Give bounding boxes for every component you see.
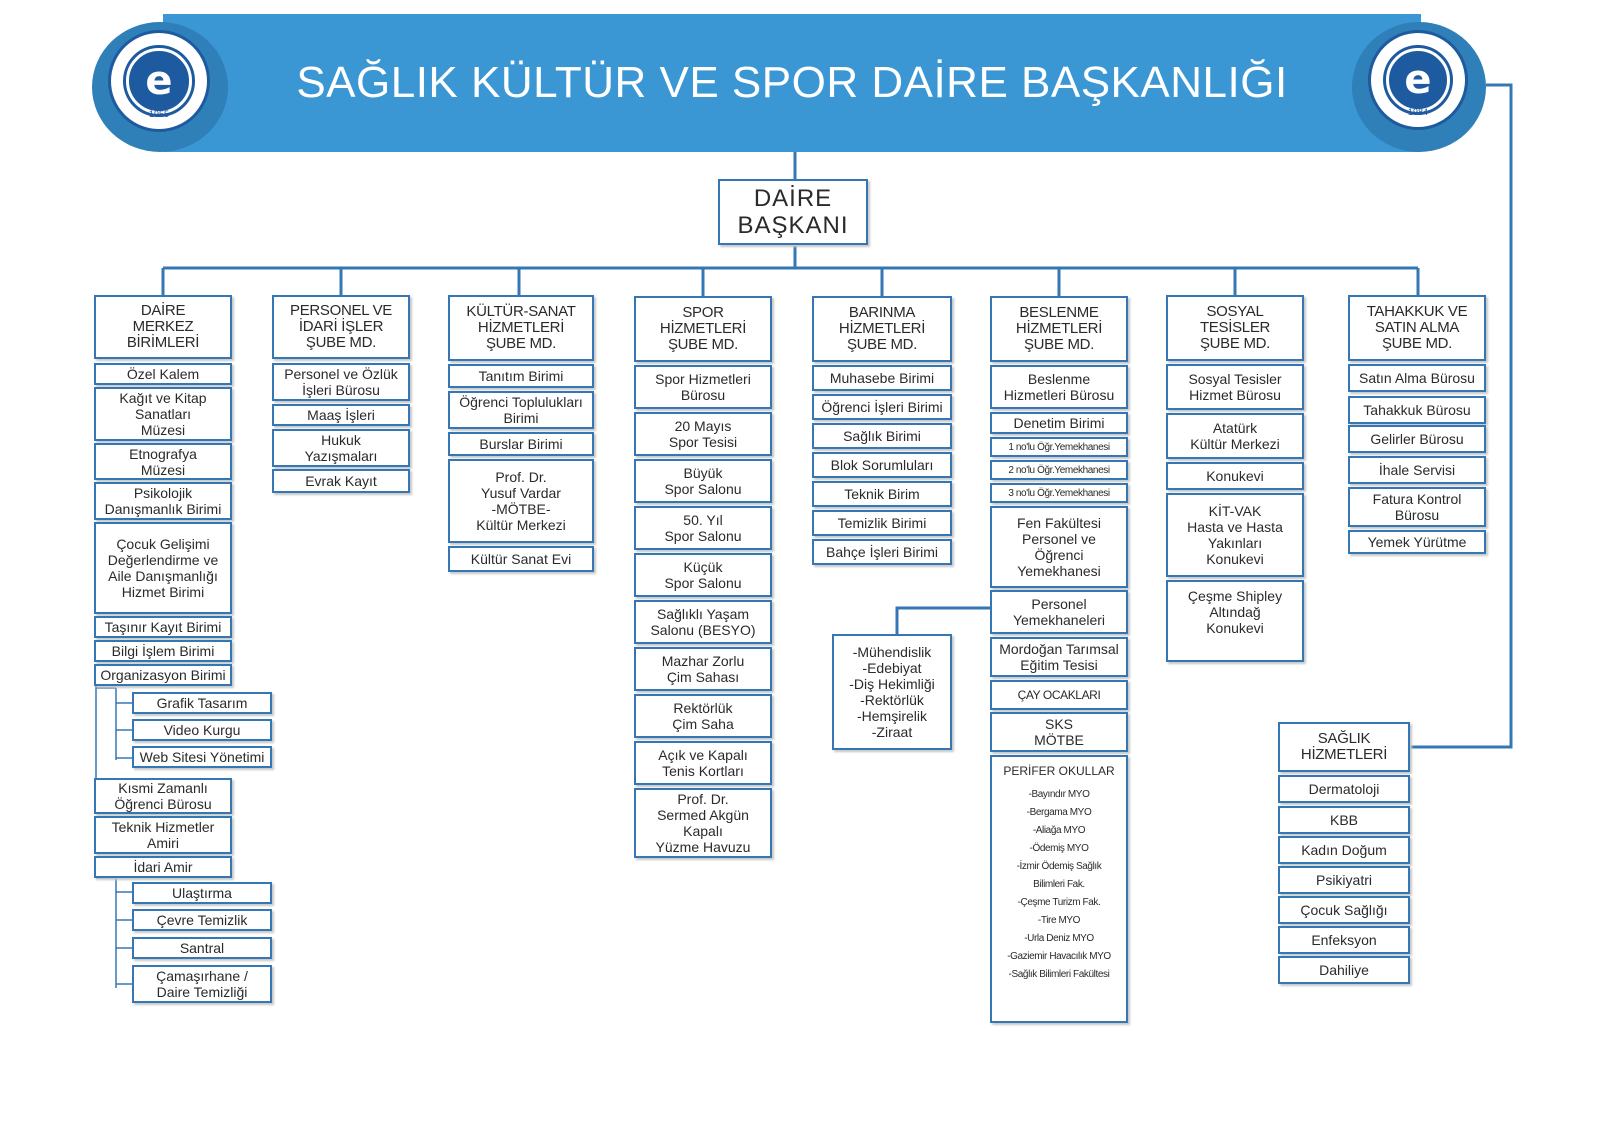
perifer-item: -Bergama MYO	[1026, 807, 1092, 818]
subunit-grafik-tasarim: Grafik Tasarım	[132, 692, 272, 714]
unit-yemekhane-3: 3 no'lu Öğr.Yemekhanesi	[990, 483, 1128, 503]
beslenme-hizmetleri-header: BESLENME HİZMETLERİ ŞUBE MD.	[990, 296, 1128, 362]
spor-hizmetleri-header: SPOR HİZMETLERİ ŞUBE MD.	[634, 296, 772, 362]
subunit-ulastirma: Ulaştırma	[132, 882, 272, 904]
perifer-okullar-box	[990, 755, 1128, 1023]
subunit-web-sitesi: Web Sitesi Yönetimi	[132, 746, 272, 768]
perifer-item: -Çeşme Turizm Fak.	[1017, 897, 1101, 908]
unit-muhasebe: Muhasebe Birimi	[812, 365, 952, 391]
unit-tasinir-kayit: Taşınır Kayıt Birimi	[94, 616, 232, 638]
unit-denetim: Denetim Birimi	[990, 412, 1128, 434]
unit-idari-amir: İdari Amir	[94, 856, 232, 878]
unit-maas-isleri: Maaş İşleri	[272, 404, 410, 426]
daire-baskani-box: DAİRE BAŞKANI	[718, 179, 868, 245]
daire-merkez-birimleri-header: DAİRE MERKEZ BİRİMLERİ	[94, 295, 232, 359]
perifer-item: -İzmir Ödemiş Sağlık	[1016, 861, 1102, 872]
unit-blok-sorumlulari: Blok Sorumluları	[812, 452, 952, 478]
page-title: SAĞLIK KÜLTÜR VE SPOR DAİRE BAŞKANLIĞI	[296, 58, 1288, 107]
unit-etnografya-muzesi: Etnografya Müzesi	[94, 443, 232, 480]
perifer-item: Bilimleri Fak.	[1033, 879, 1085, 890]
unit-yuzme-havuzu: Prof. Dr. Sermed Akgün Kapalı Yüzme Havuzu	[634, 788, 772, 858]
perifer-item: -Aliağa MYO	[1032, 825, 1086, 836]
unit-teknik-hizmetler: Teknik Hizmetler Amiri	[94, 816, 232, 854]
saglik-hizmetleri-header: SAĞLIK HİZMETLERİ	[1278, 722, 1410, 772]
unit-ozel-kalem: Özel Kalem	[94, 363, 232, 385]
unit-kucuk-spor-salonu: Küçük Spor Salonu	[634, 553, 772, 597]
unit-teknik-birim: Teknik Birim	[812, 481, 952, 507]
subunit-cevre-temizlik: Çevre Temizlik	[132, 909, 272, 931]
perifer-item: -Tire MYO	[1037, 915, 1081, 926]
perifer-item: -Bayındır MYO	[1028, 789, 1090, 800]
unit-tahakkuk: Tahakkuk Bürosu	[1348, 396, 1486, 424]
perifer-item: -Sağlık Bilimleri Fakültesi	[1008, 969, 1110, 980]
unit-kadin-dogum: Kadın Doğum	[1278, 836, 1410, 864]
unit-ataturk-kultur-merkezi: Atatürk Kültür Merkezi	[1166, 413, 1304, 459]
unit-rektorluk-cim-saha: Rektörlük Çim Saha	[634, 694, 772, 738]
unit-bahce-isleri: Bahçe İşleri Birimi	[812, 539, 952, 565]
perifer-okullar-title: PERİFER OKULLAR	[1003, 764, 1115, 778]
unit-cocuk-sagligi: Çocuk Sağlığı	[1278, 896, 1410, 924]
unit-sosyal-tesisler-burosu: Sosyal Tesisler Hizmet Bürosu	[1166, 364, 1304, 410]
unit-hukuk-yazismalari: Hukuk Yazışmaları	[272, 429, 410, 467]
unit-fatura-kontrol: Fatura Kontrol Bürosu	[1348, 487, 1486, 527]
subunit-santral: Santral	[132, 937, 272, 959]
unit-personel-yemekhaneleri: Personel Yemekhaneleri	[990, 590, 1128, 634]
unit-yemekhane-1: 1 no'lu Öğr.Yemekhanesi	[990, 437, 1128, 457]
unit-satin-alma: Satın Alma Bürosu	[1348, 364, 1486, 392]
unit-yemekhane-2: 2 no'lu Öğr.Yemekhanesi	[990, 460, 1128, 480]
unit-kagit-kitap-muzesi: Kağıt ve Kitap Sanatları Müzesi	[94, 387, 232, 441]
perifer-item: -Ödemiş MYO	[1029, 843, 1089, 854]
unit-cocuk-gelisimi: Çocuk Gelişimi Değerlendirme ve Aile Danışmanlığı Hizmet Birimi	[94, 522, 232, 614]
unit-saglik-birimi: Sağlık Birimi	[812, 423, 952, 449]
sosyal-tesisler-header: SOSYAL TESİSLER ŞUBE MD.	[1166, 295, 1304, 361]
kultur-sanat-header: KÜLTÜR-SANAT HİZMETLERİ ŞUBE MD.	[448, 295, 594, 361]
unit-dermatoloji: Dermatoloji	[1278, 775, 1410, 803]
unit-organizasyon: Organizasyon Birimi	[94, 664, 232, 686]
unit-tenis-kortlari: Açık ve Kapalı Tenis Kortları	[634, 741, 772, 785]
unit-enfeksyon: Enfeksyon	[1278, 926, 1410, 954]
unit-mordogan: Mordoğan Tarımsal Eğitim Tesisi	[990, 637, 1128, 677]
barinma-hizmetleri-header: BARINMA HİZMETLERİ ŞUBE MD.	[812, 296, 952, 362]
unit-sks-motbe: SKS MÖTBE	[990, 712, 1128, 752]
unit-temizlik-birimi: Temizlik Birimi	[812, 510, 952, 536]
unit-motbe-kultur-merkezi: Prof. Dr. Yusuf Vardar -MÖTBE- Kültür Merkezi	[448, 459, 594, 543]
unit-dahiliye: Dahiliye	[1278, 956, 1410, 984]
unit-burslar: Burslar Birimi	[448, 432, 594, 456]
unit-50-yil: 50. Yıl Spor Salonu	[634, 506, 772, 550]
unit-ihale-servisi: İhale Servisi	[1348, 456, 1486, 484]
unit-fen-fakultesi-yemekhanesi: Fen Fakültesi Personel ve Öğrenci Yemekhanesi	[990, 506, 1128, 588]
subunit-camasirhane: Çamaşırhane / Daire Temizliği	[132, 965, 272, 1003]
unit-kismi-zamanli: Kısmi Zamanlı Öğrenci Bürosu	[94, 778, 232, 814]
perifer-item: -Gaziemir Havacılık MYO	[1007, 951, 1111, 962]
unit-buyuk-spor-salonu: Büyük Spor Salonu	[634, 459, 772, 503]
unit-yemek-yurutme: Yemek Yürütme	[1348, 530, 1486, 554]
unit-kultur-sanat-evi: Kültür Sanat Evi	[448, 546, 594, 572]
unit-cay-ocaklari: ÇAY OCAKLARI	[990, 680, 1128, 710]
unit-evrak-kayit: Evrak Kayıt	[272, 469, 410, 493]
unit-cesme-shipley: Çeşme Shipley Altındağ Konukevi	[1166, 580, 1304, 662]
logo-letter: e	[1386, 48, 1450, 112]
logo-letter: e	[126, 48, 192, 114]
unit-beslenme-burosu: Beslenme Hizmetleri Bürosu	[990, 365, 1128, 409]
personel-idari-isler-header: PERSONEL VE İDARİ İŞLER ŞUBE MD.	[272, 295, 410, 359]
unit-bilgi-islem: Bilgi İşlem Birimi	[94, 640, 232, 662]
unit-kit-vak: KİT-VAK Hasta ve Hasta Yakınları Konukevi	[1166, 493, 1304, 577]
unit-spor-hizmetleri-burosu: Spor Hizmetleri Bürosu	[634, 365, 772, 409]
unit-psikolojik-danismanlik: Psikolojik Danışmanlık Birimi	[94, 482, 232, 520]
unit-konukevi: Konukevi	[1166, 462, 1304, 490]
unit-personel-ozluk: Personel ve Özlük İşleri Bürosu	[272, 363, 410, 401]
unit-20-mayis: 20 Mayıs Spor Tesisi	[634, 412, 772, 456]
logo-year: 1955	[148, 109, 170, 119]
subunit-video-kurgu: Video Kurgu	[132, 719, 272, 741]
logo-year: 1984	[1407, 107, 1429, 117]
unit-psikiyatri: Psikiyatri	[1278, 866, 1410, 894]
unit-gelirler: Gelirler Bürosu	[1348, 425, 1486, 453]
unit-ogrenci-isleri: Öğrenci İşleri Birimi	[812, 394, 952, 420]
perifer-item: -Urla Deniz MYO	[1024, 933, 1094, 944]
unit-mazhar-zorlu: Mazhar Zorlu Çim Sahası	[634, 647, 772, 691]
personel-yemekhaneleri-list: -Mühendislik -Edebiyat -Diş Hekimliği -Rektörlük -Hemşirelik -Ziraat	[832, 634, 952, 750]
unit-kbb: KBB	[1278, 806, 1410, 834]
unit-ogrenci-topluluklari: Öğrenci Toplulukları Birimi	[448, 391, 594, 429]
unit-tanitim: Tanıtım Birimi	[448, 364, 594, 388]
unit-saglikli-yasam: Sağlıklı Yaşam Salonu (BESYO)	[634, 600, 772, 644]
tahakkuk-satin-alma-header: TAHAKKUK VE SATIN ALMA ŞUBE MD.	[1348, 295, 1486, 361]
